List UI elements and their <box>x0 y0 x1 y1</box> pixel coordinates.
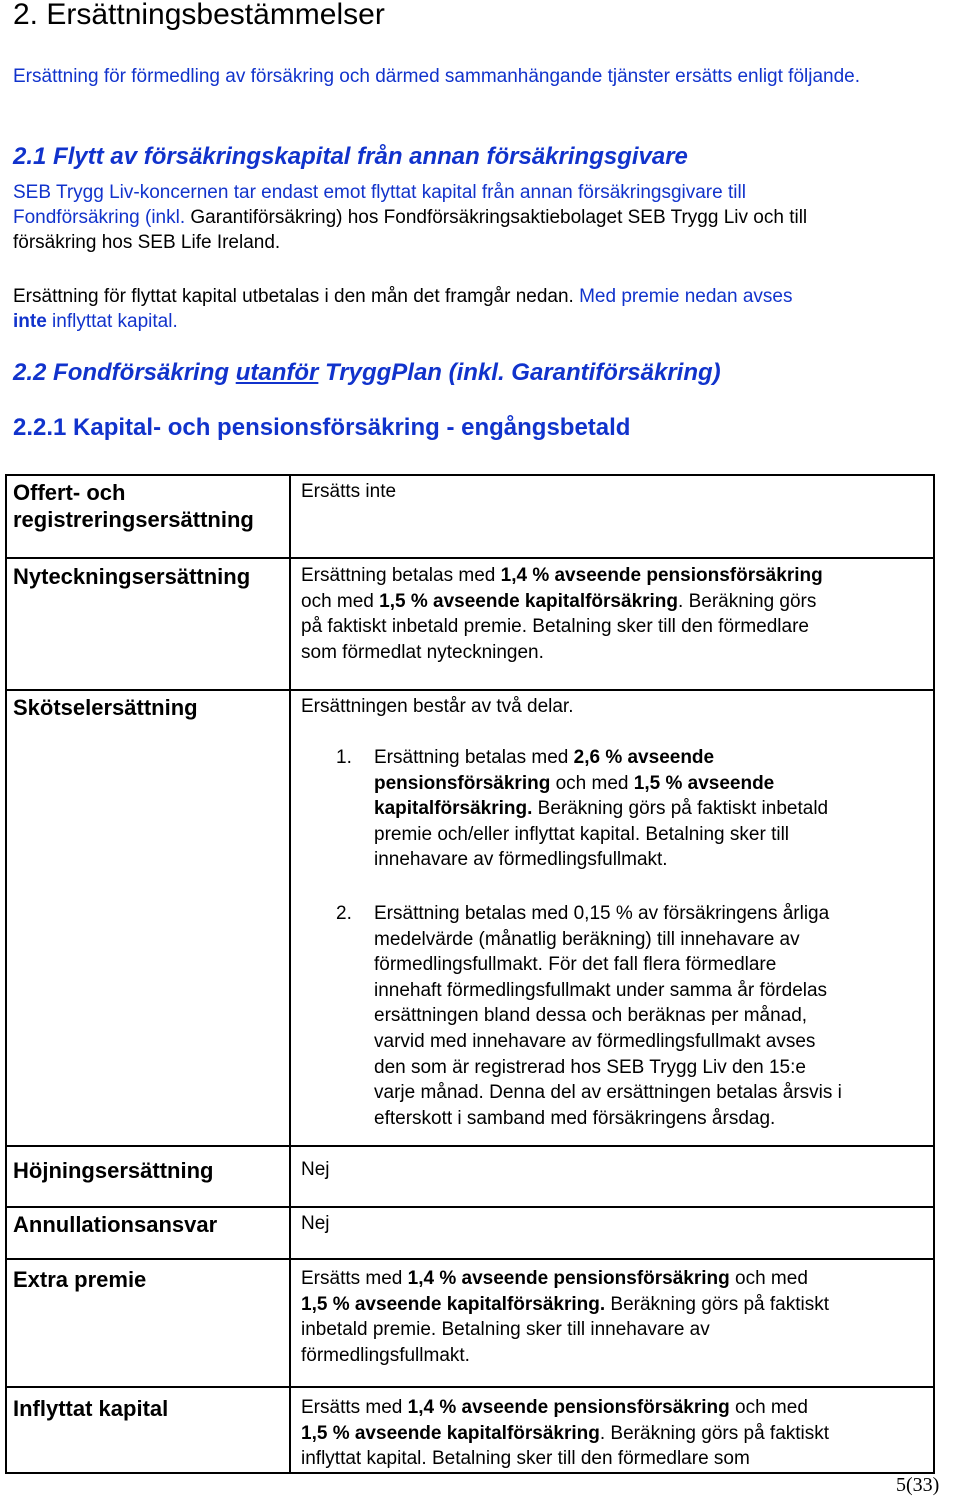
table-left-border <box>5 474 7 1473</box>
text-span: 1,4 % avseende pensionsförsäkring <box>500 565 823 586</box>
paragraph-line: SEB Trygg Liv-koncernen tar endast emot flyttat kapital från annan försäkringsgivare till <box>13 182 746 203</box>
text-span: 1,4 % avseende pensionsförsäkring <box>407 1268 730 1289</box>
row-label-annullation: Annullationsansvar <box>13 1212 218 1237</box>
cell-line <box>301 1266 931 1292</box>
text-span: pensionsförsäkring <box>374 772 551 794</box>
cell-line: förmedlingsfullmakt. <box>301 1344 470 1366</box>
row-value-hojning: Nej <box>301 1159 330 1180</box>
cell-line: ersättningen bland dessa och beräknas per månad, <box>374 1005 808 1027</box>
table-middle-border <box>289 474 291 1473</box>
cell-line: medelvärde (månatlig beräkning) till innehavare av <box>374 928 800 950</box>
text-span: Garantiförsäkring) hos Fondförsäkringsaktiebolaget SEB Trygg Liv och till <box>185 207 808 228</box>
list-item-text <box>374 745 934 873</box>
table-bottom-border <box>5 1472 935 1474</box>
cell-line: inbetald premie. Betalning sker till innehavare av <box>301 1319 710 1341</box>
cell-line: förmedlingsfullmakt. För det fall flera förmedlare <box>374 954 777 976</box>
cell-line <box>301 563 931 589</box>
cell-line <box>301 1395 931 1421</box>
text-span: Ersättning betalas med <box>301 565 501 586</box>
heading-2-1: 2.1 Flytt av försäkringskapital från annan försäkringsgivare <box>13 143 688 170</box>
row-label-extra-premie: Extra premie <box>13 1267 147 1292</box>
text-span: Beräkning görs på faktiskt <box>605 1293 830 1315</box>
cell-line <box>374 796 934 822</box>
page-number: 5(33) <box>896 1474 940 1496</box>
heading-2-2 <box>13 357 721 389</box>
text-span: 2.2 Fondförsäkring <box>13 359 236 386</box>
text-span: 1,5 % avseende kapitalförsäkring <box>379 590 679 612</box>
text-span: och med <box>729 1268 808 1289</box>
list-number: 2. <box>336 903 352 924</box>
row-value-skotsel-intro: Ersättningen består av två delar. <box>301 696 574 717</box>
text-span: Fondförsäkring (inkl. <box>13 207 186 228</box>
cell-line: varje månad. Denna del av ersättningen betalas årsvis i <box>374 1082 842 1104</box>
text-span: Med premie nedan avses <box>573 286 793 307</box>
row-value-annullation: Nej <box>301 1213 330 1234</box>
text-span: 1,5 % avseende <box>633 772 775 794</box>
row-label-offert <box>13 479 254 533</box>
list-item-text <box>374 901 934 1131</box>
cell-line: innehaft förmedlingsfullmakt under samma år fördelas <box>374 979 828 1001</box>
cell-line: på faktiskt inbetald premie. Betalning sker till den förmedlare <box>301 616 809 638</box>
row-value-offert: Ersätts inte <box>301 481 397 502</box>
row-label-inflyttat: Inflyttat kapital <box>13 1396 169 1421</box>
paragraph-line <box>13 284 953 309</box>
table-row-divider <box>5 1206 935 1208</box>
cell-line: som förmedlat nyteckningen. <box>301 641 544 663</box>
cell-line: den som är registrerad hos SEB Trygg Liv den 15:e <box>374 1056 806 1078</box>
text-span: och med <box>301 590 380 612</box>
text-span: . Beräkning görs på faktiskt <box>599 1422 830 1444</box>
table-row-divider <box>5 1386 935 1388</box>
row-label-hojning: Höjningsersättning <box>13 1158 214 1183</box>
label-line: registreringsersättning <box>13 507 254 532</box>
cell-line: premie och/eller inflyttat kapital. Betalning sker till <box>374 823 790 845</box>
table-row-divider <box>5 689 935 691</box>
paragraph-line <box>13 205 953 230</box>
row-value-extra-premie <box>301 1266 931 1368</box>
cell-line: inflyttat kapital. Betalning sker till den förmedlare som <box>301 1448 750 1470</box>
row-value-inflyttat <box>301 1395 931 1472</box>
text-span: och med <box>729 1397 808 1418</box>
cell-line <box>301 1292 931 1318</box>
text-span: . Beräkning görs <box>678 590 817 612</box>
text-span: utanför <box>235 359 319 386</box>
table-row-divider <box>5 1145 935 1147</box>
text-span: 2,6 % avseende <box>573 747 715 768</box>
text-span: 1,4 % avseende pensionsförsäkring <box>407 1397 730 1418</box>
text-span: inflyttat kapital. <box>46 311 178 332</box>
row-label-nyteckning: Nyteckningsersättning <box>13 564 251 589</box>
paragraph-line: försäkring hos SEB Life Ireland. <box>13 232 281 253</box>
text-span: kapitalförsäkring. <box>374 798 533 820</box>
section-title: 2. Ersättningsbestämmelser <box>13 0 385 31</box>
paragraph-flytt <box>13 180 953 255</box>
cell-line <box>374 771 934 797</box>
paragraph-line <box>13 309 953 334</box>
text-span: 1,5 % avseende kapitalförsäkring <box>301 1422 600 1444</box>
heading-2-2-1: 2.2.1 Kapital- och pensionsförsäkring - engångsbetald <box>13 414 631 441</box>
cell-line <box>301 1421 931 1447</box>
text-span: Ersätts med <box>301 1268 408 1289</box>
table-row-divider <box>5 1258 935 1260</box>
text-span: 1,5 % avseende kapitalförsäkring. <box>301 1293 606 1315</box>
text-span: och med <box>550 772 634 794</box>
cell-line: efterskott i samband med försäkringens årsdag. <box>374 1107 776 1129</box>
text-span: TryggPlan (inkl. Garantiförsäkring) <box>318 359 721 386</box>
cell-line: innehavare av förmedlingsfullmakt. <box>374 849 668 871</box>
text-span: Ersättning för flyttat kapital utbetalas i den mån det framgår nedan. <box>13 286 574 307</box>
label-line: Offert- och <box>13 480 126 505</box>
intro-text: Ersättning för förmedling av försäkring och därmed sammanhängande tjänster ersätts enligt följande. <box>13 66 861 87</box>
list-number: 1. <box>336 747 352 768</box>
table-top-border <box>5 474 935 476</box>
row-value-nyteckning <box>301 563 931 665</box>
cell-line: Ersättning betalas med 0,15 % av försäkringens årliga <box>374 903 830 924</box>
text-span: Ersätts med <box>301 1397 408 1418</box>
cell-line <box>374 745 934 771</box>
text-span: Ersättning betalas med <box>374 747 574 768</box>
paragraph-ersattning-flyttat <box>13 284 953 334</box>
cell-line: varvid med innehavare av förmedlingsfullmakt avses <box>374 1030 816 1052</box>
cell-line <box>301 589 931 615</box>
text-span: Beräkning görs på faktiskt inbetald <box>532 798 829 820</box>
text-span: inte <box>13 311 47 332</box>
row-label-skotsel: Skötselersättning <box>13 695 198 720</box>
table-row-divider <box>5 557 935 559</box>
